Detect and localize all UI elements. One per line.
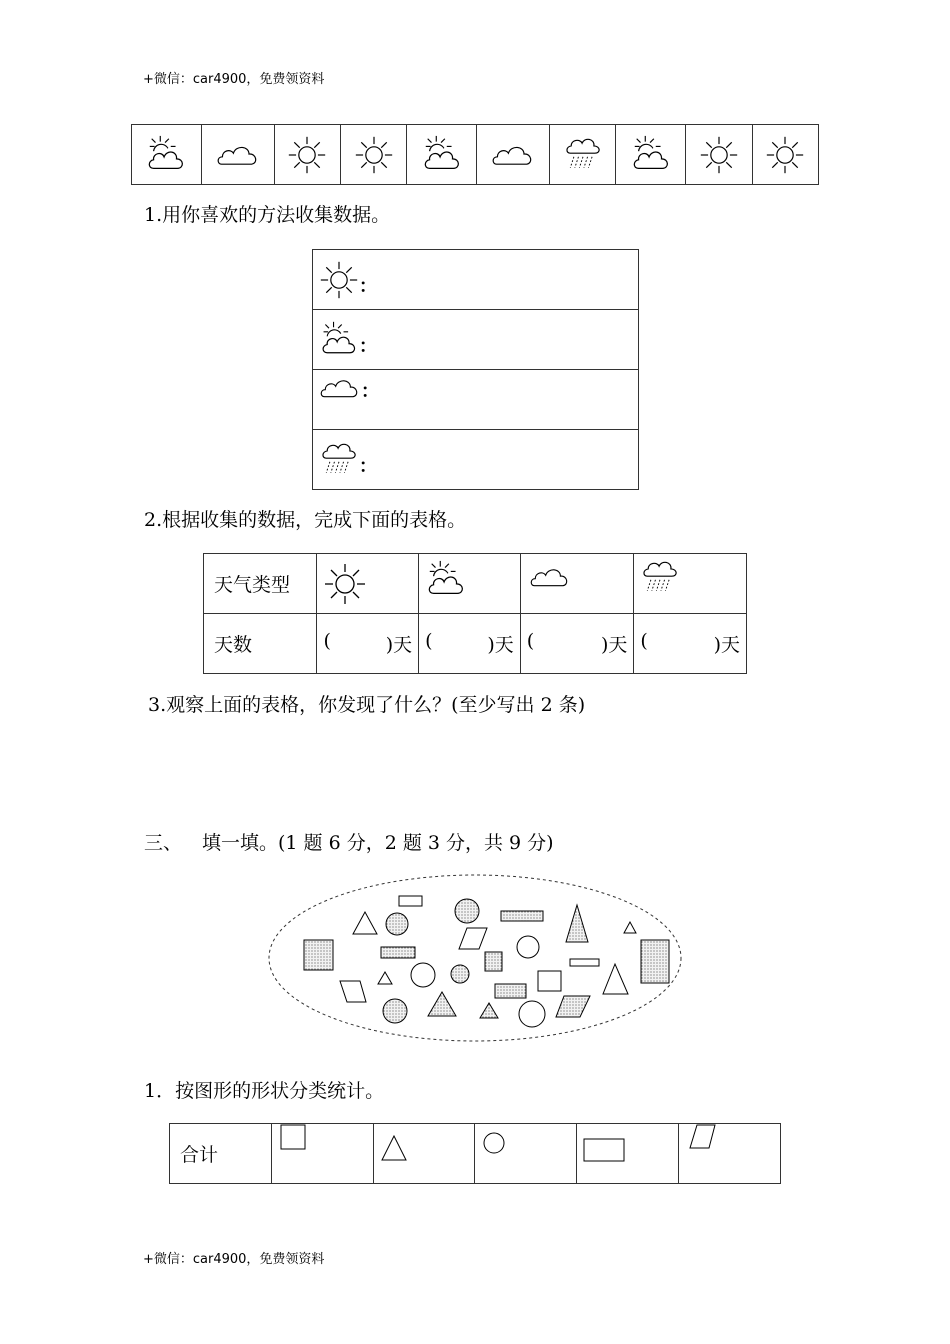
circle-shape (455, 899, 479, 923)
days-rainy-input[interactable]: ( )天 (634, 614, 747, 674)
weather-cell-sunny-cloudy (132, 125, 202, 185)
circle-shape (517, 936, 539, 958)
circle-shape (386, 913, 408, 935)
cloud-icon (491, 141, 535, 169)
collect-row-cloudy[interactable] (313, 370, 639, 430)
rectangle-shape (570, 959, 599, 966)
weather-cell-rainy (550, 125, 616, 185)
col-sunny (317, 554, 419, 614)
square-shape (538, 971, 561, 991)
col-rainy (634, 554, 747, 614)
header-days: 天数 (204, 614, 317, 674)
days-cloudy-input[interactable]: ( )天 (520, 614, 634, 674)
square-icon (280, 1124, 310, 1152)
triangle-shape (603, 964, 628, 994)
rectangle-shape (501, 911, 543, 921)
weather-cell-sunny (341, 125, 407, 185)
weather-cell-cloudy (477, 125, 550, 185)
rain-icon (640, 558, 680, 598)
weather-cell-sunny (686, 125, 752, 185)
cloud-icon (216, 141, 260, 169)
weather-cell-sunny (274, 125, 340, 185)
question-1-label: 1.用你喜欢的方法收集数据。 (144, 204, 391, 226)
rain-icon (319, 440, 359, 480)
weather-cell-sunny-cloudy (407, 125, 477, 185)
triangle-icon (380, 1134, 414, 1174)
circle-count-cell[interactable] (475, 1124, 577, 1184)
circle-icon (483, 1132, 513, 1162)
sun-icon (765, 135, 805, 175)
weather-cell-sunny-cloudy (616, 125, 686, 185)
shapes-figure (266, 872, 684, 1044)
days-sunny-cloudy-input[interactable]: ( )天 (419, 614, 521, 674)
parallelogram-icon (685, 1124, 725, 1154)
triangle-shape (428, 992, 456, 1016)
sun-icon (323, 562, 367, 606)
triangle-shape (624, 922, 636, 933)
rectangle-shape (399, 896, 422, 906)
watermark-top: +微信：car4900，免费领资料 (143, 72, 325, 87)
circle-shape (411, 963, 435, 987)
parallelogram-count-cell[interactable] (679, 1124, 781, 1184)
section-3-heading: 三、 填一填。(1 题 6 分，2 题 3 分，共 9 分) (144, 832, 554, 854)
sun-icon (319, 260, 359, 300)
weather-summary-table (203, 553, 747, 674)
sun-cloud-icon (421, 134, 463, 176)
square-shape (641, 940, 669, 983)
total-label-cell: 合计 (170, 1124, 272, 1184)
collect-row-sunny[interactable] (313, 250, 639, 310)
cloud-icon (319, 375, 361, 401)
days-sunny-input[interactable]: ( )天 (317, 614, 419, 674)
rectangle-shape (381, 947, 415, 958)
question-3-label: 3.观察上面的表格，你发现了什么？(至少写出 2 条) (148, 694, 586, 716)
weather-cell-cloudy (201, 125, 274, 185)
square-count-cell[interactable] (271, 1124, 373, 1184)
sun-icon (354, 135, 394, 175)
section-3-question-1-label: 1．按图形的形状分类统计。 (144, 1080, 385, 1102)
collect-row-sunny-cloudy[interactable] (313, 310, 639, 370)
triangle-count-cell[interactable] (373, 1124, 475, 1184)
header-weather-type: 天气类型 (204, 554, 317, 614)
triangle-shape (566, 905, 588, 942)
weather-record-row (131, 124, 819, 185)
collect-row-rainy[interactable] (313, 430, 639, 490)
triangle-shape (353, 912, 377, 934)
shape-count-table (169, 1123, 781, 1184)
question-2-label: 2.根据收集的数据，完成下面的表格。 (144, 509, 467, 531)
circle-shape (383, 999, 407, 1023)
colon: ： (359, 275, 377, 297)
square-shape (485, 952, 502, 971)
sun-icon (699, 135, 739, 175)
col-cloudy (520, 554, 634, 614)
rectangle-icon (583, 1138, 633, 1168)
data-collection-table (312, 249, 639, 490)
circle-shape (451, 965, 469, 983)
sun-cloud-icon (319, 320, 359, 360)
sun-icon (287, 135, 327, 175)
triangle-shape (378, 972, 392, 984)
watermark-bottom: +微信：car4900，免费领资料 (143, 1252, 325, 1267)
parallelogram-shape (556, 996, 590, 1017)
col-sunny-cloudy (419, 554, 521, 614)
cloud-icon (529, 564, 571, 590)
sun-cloud-icon (145, 134, 187, 176)
rectangle-shape (495, 984, 526, 998)
triangle-shape (480, 1003, 498, 1018)
weather-cell-sunny (752, 125, 818, 185)
parallelogram-shape (459, 928, 487, 949)
parallelogram-shape (340, 981, 366, 1002)
sun-cloud-icon (630, 134, 672, 176)
rain-icon (563, 135, 603, 175)
colon: ： (359, 335, 377, 357)
circle-shape (519, 1001, 545, 1027)
colon: ： (361, 380, 379, 402)
square-shape (304, 940, 333, 970)
sun-cloud-icon (425, 559, 467, 601)
rectangle-count-cell[interactable] (577, 1124, 679, 1184)
colon: ： (359, 455, 377, 477)
